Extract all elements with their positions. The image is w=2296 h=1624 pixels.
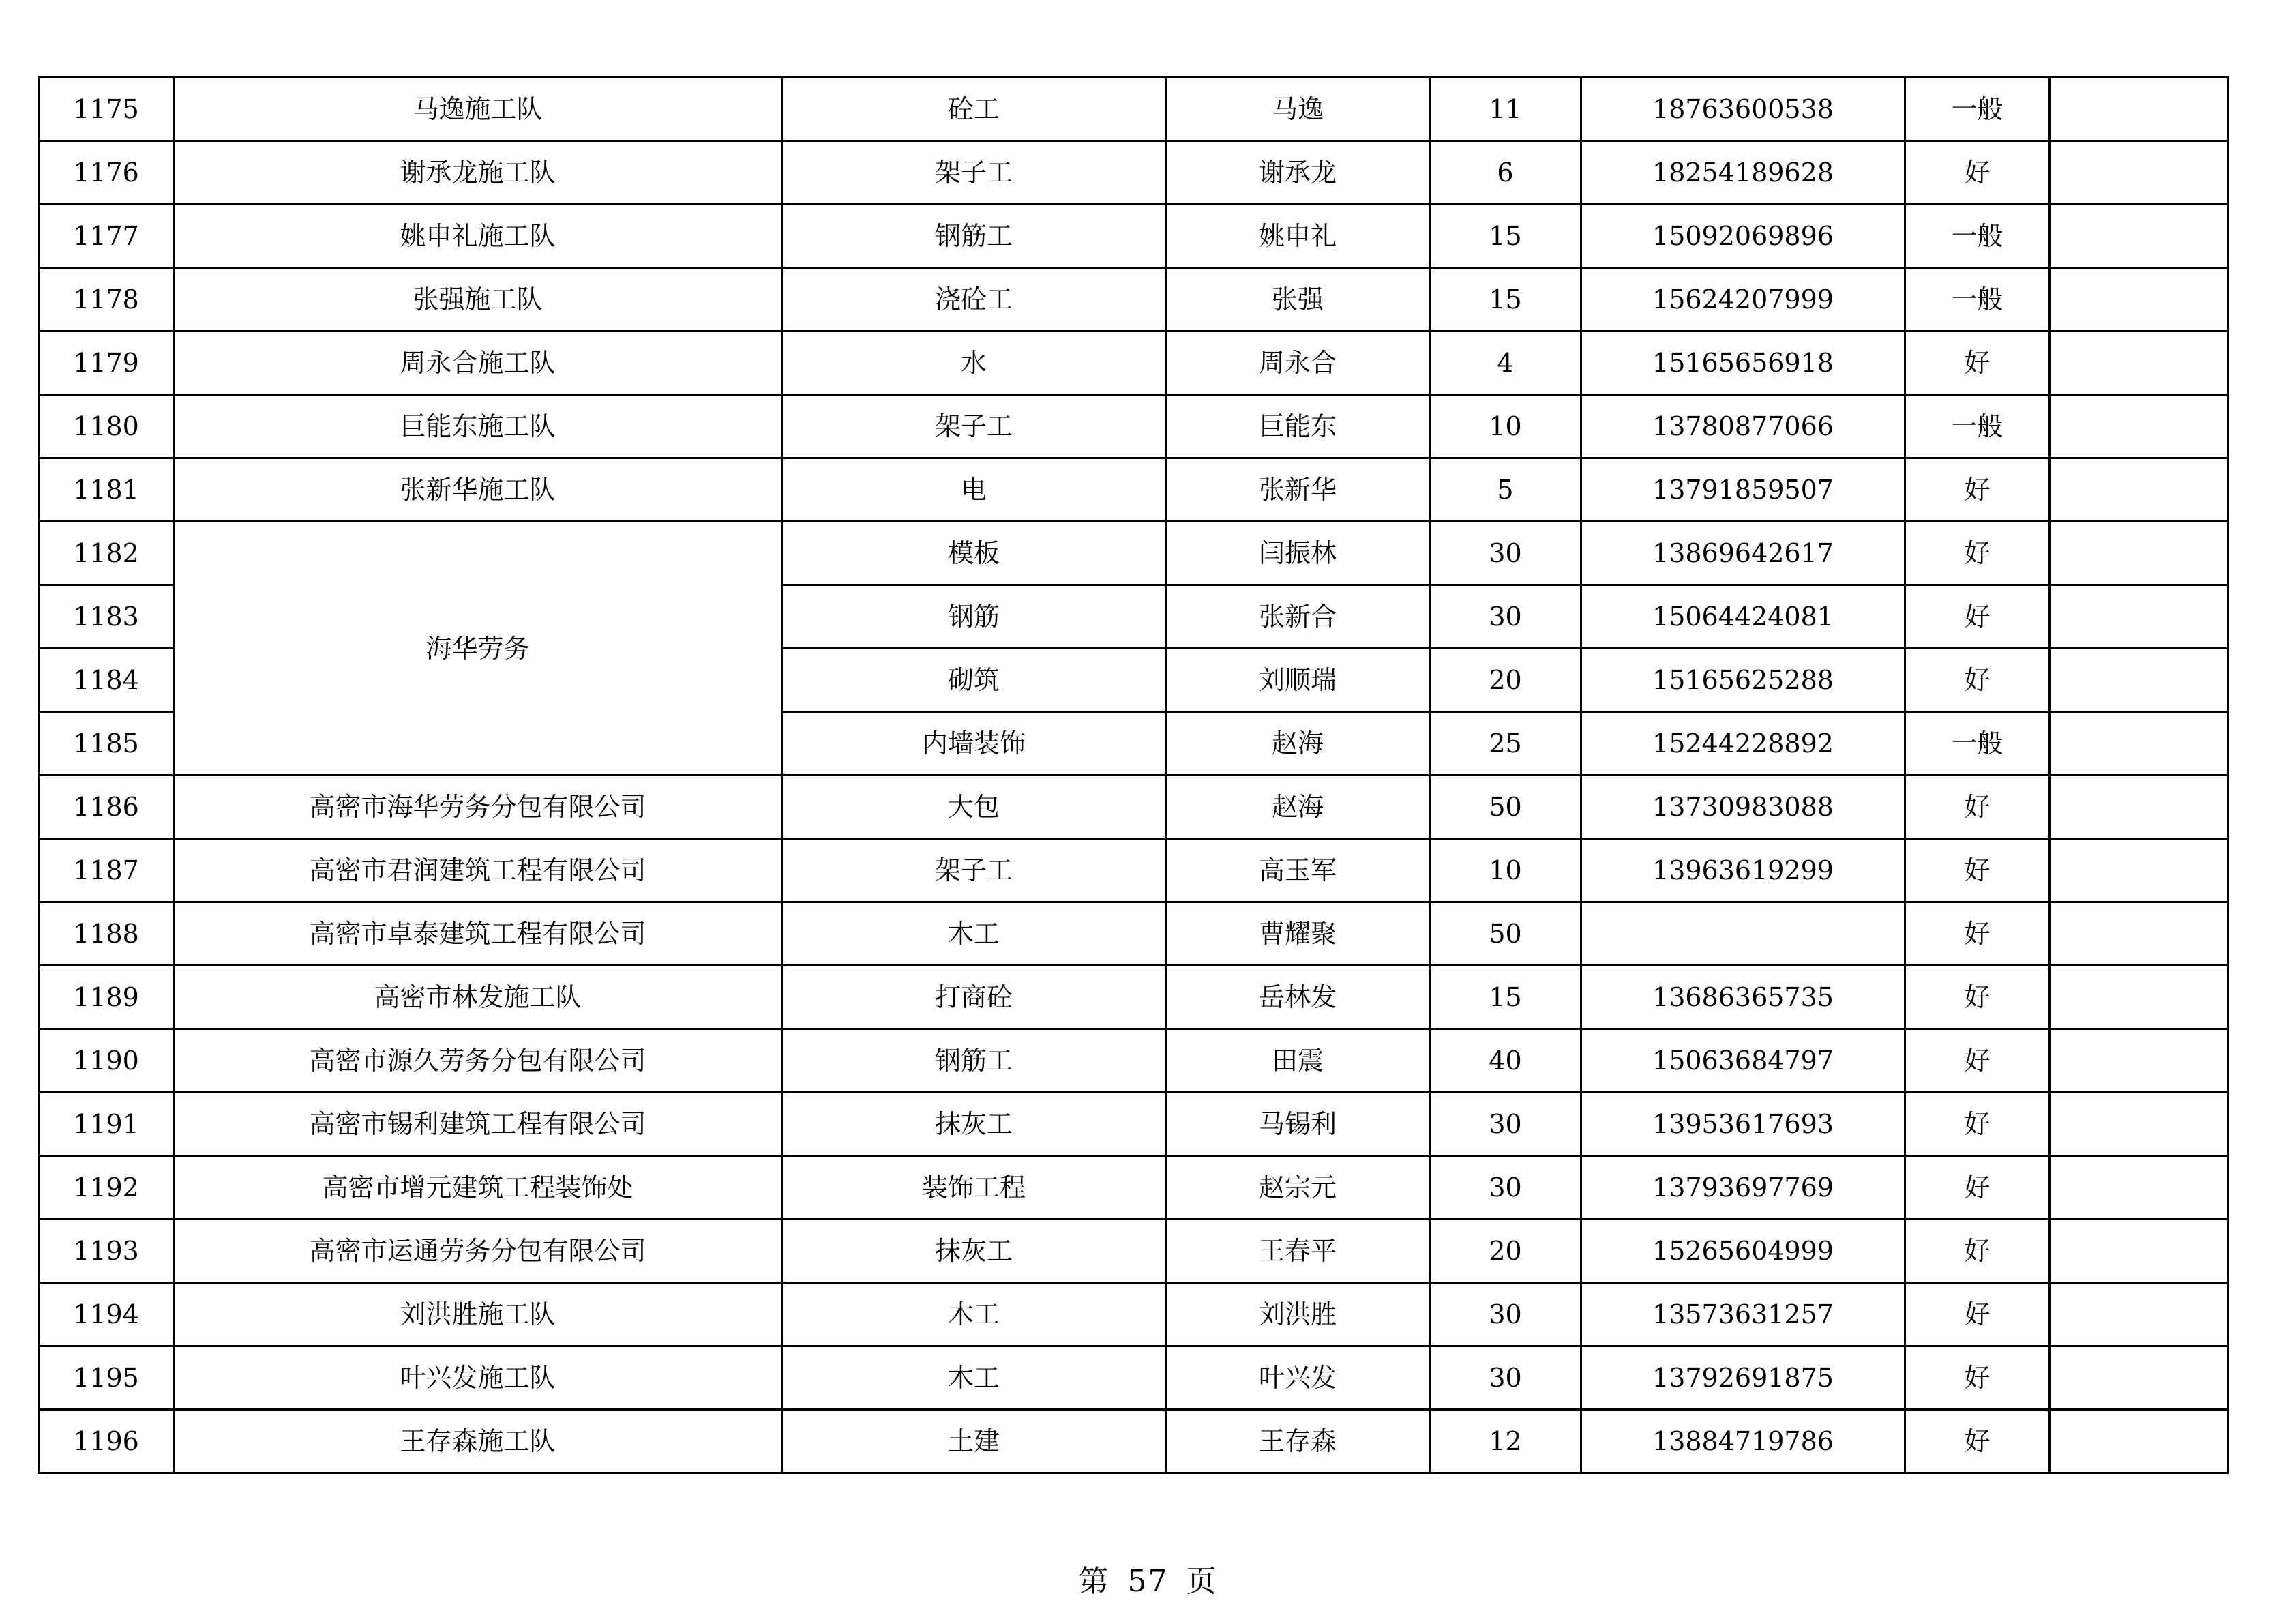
leader-cell: 田震 <box>1166 1029 1430 1093</box>
phone-cell: 15265604999 <box>1581 1220 1905 1283</box>
leader-cell: 叶兴发 <box>1166 1346 1430 1410</box>
team-name-cell: 巨能东施工队 <box>174 395 782 458</box>
note-cell <box>2050 1410 2228 1473</box>
trade-cell: 大包 <box>782 776 1166 839</box>
note-cell <box>2050 712 2228 776</box>
trade-cell: 土建 <box>782 1410 1166 1473</box>
row-number-cell: 1176 <box>39 141 174 205</box>
headcount-cell: 30 <box>1430 1283 1581 1346</box>
trade-cell: 砌筑 <box>782 649 1166 712</box>
headcount-cell: 20 <box>1430 1220 1581 1283</box>
phone-cell: 13792691875 <box>1581 1346 1905 1410</box>
note-cell <box>2050 776 2228 839</box>
headcount-cell: 6 <box>1430 141 1581 205</box>
note-cell <box>2050 585 2228 649</box>
phone-cell: 13686365735 <box>1581 966 1905 1029</box>
headcount-cell: 20 <box>1430 649 1581 712</box>
table-row <box>39 902 2228 966</box>
leader-cell: 巨能东 <box>1166 395 1430 458</box>
team-name-cell: 高密市运通劳务分包有限公司 <box>174 1220 782 1283</box>
phone-cell: 13793697769 <box>1581 1156 1905 1220</box>
phone-cell: 13573631257 <box>1581 1283 1905 1346</box>
note-cell <box>2050 1156 2228 1220</box>
table-row <box>39 205 2228 268</box>
trade-cell: 钢筋工 <box>782 205 1166 268</box>
team-name-cell: 刘洪胜施工队 <box>174 1283 782 1346</box>
trade-cell: 架子工 <box>782 141 1166 205</box>
team-name-cell: 张强施工队 <box>174 268 782 331</box>
trade-cell: 浇砼工 <box>782 268 1166 331</box>
rating-cell: 一般 <box>1905 395 2050 458</box>
team-name-cell: 叶兴发施工队 <box>174 1346 782 1410</box>
headcount-cell: 50 <box>1430 776 1581 839</box>
table-row <box>39 331 2228 395</box>
headcount-cell: 30 <box>1430 585 1581 649</box>
phone-cell: 13884719786 <box>1581 1410 1905 1473</box>
trade-cell: 砼工 <box>782 78 1166 141</box>
trade-cell: 抹灰工 <box>782 1093 1166 1156</box>
trade-cell: 木工 <box>782 902 1166 966</box>
leader-cell: 闫振林 <box>1166 522 1430 585</box>
row-number-cell: 1189 <box>39 966 174 1029</box>
headcount-cell: 12 <box>1430 1410 1581 1473</box>
rating-cell: 好 <box>1905 331 2050 395</box>
team-name-cell: 高密市卓泰建筑工程有限公司 <box>174 902 782 966</box>
leader-cell: 王春平 <box>1166 1220 1430 1283</box>
leader-cell: 马逸 <box>1166 78 1430 141</box>
note-cell <box>2050 902 2228 966</box>
contractor-table <box>38 76 2229 1474</box>
rating-cell: 一般 <box>1905 205 2050 268</box>
row-number-cell: 1193 <box>39 1220 174 1283</box>
rating-cell: 好 <box>1905 1093 2050 1156</box>
rating-cell: 一般 <box>1905 78 2050 141</box>
leader-cell: 王存森 <box>1166 1410 1430 1473</box>
table-row <box>39 839 2228 902</box>
row-number-cell: 1180 <box>39 395 174 458</box>
table-row <box>39 458 2228 522</box>
note-cell <box>2050 1093 2228 1156</box>
team-name-cell: 王存森施工队 <box>174 1410 782 1473</box>
trade-cell: 架子工 <box>782 395 1166 458</box>
team-name-cell: 海华劳务 <box>174 522 782 776</box>
phone-cell: 18254189628 <box>1581 141 1905 205</box>
page-footer-suffix: 页 <box>1186 1564 1218 1599</box>
rating-cell: 好 <box>1905 776 2050 839</box>
row-number-cell: 1181 <box>39 458 174 522</box>
trade-cell: 钢筋 <box>782 585 1166 649</box>
table-row <box>39 776 2228 839</box>
row-number-cell: 1187 <box>39 839 174 902</box>
note-cell <box>2050 1220 2228 1283</box>
note-cell <box>2050 395 2228 458</box>
team-name-cell: 马逸施工队 <box>174 78 782 141</box>
page-number: 57 <box>1127 1564 1169 1599</box>
leader-cell: 岳林发 <box>1166 966 1430 1029</box>
rating-cell: 好 <box>1905 458 2050 522</box>
phone-cell: 15063684797 <box>1581 1029 1905 1093</box>
headcount-cell: 4 <box>1430 331 1581 395</box>
row-number-cell: 1196 <box>39 1410 174 1473</box>
trade-cell: 内墙装饰 <box>782 712 1166 776</box>
trade-cell: 钢筋工 <box>782 1029 1166 1093</box>
table-row <box>39 1220 2228 1283</box>
table-row <box>39 1283 2228 1346</box>
leader-cell: 曹耀聚 <box>1166 902 1430 966</box>
phone-cell <box>1581 902 1905 966</box>
table-row <box>39 1410 2228 1473</box>
phone-cell: 13730983088 <box>1581 776 1905 839</box>
rating-cell: 好 <box>1905 649 2050 712</box>
phone-cell: 15092069896 <box>1581 205 1905 268</box>
leader-cell: 刘顺瑞 <box>1166 649 1430 712</box>
row-number-cell: 1186 <box>39 776 174 839</box>
phone-cell: 15624207999 <box>1581 268 1905 331</box>
phone-cell: 13963619299 <box>1581 839 1905 902</box>
headcount-cell: 15 <box>1430 966 1581 1029</box>
table-row <box>39 1093 2228 1156</box>
row-number-cell: 1191 <box>39 1093 174 1156</box>
note-cell <box>2050 205 2228 268</box>
trade-cell: 抹灰工 <box>782 1220 1166 1283</box>
phone-cell: 18763600538 <box>1581 78 1905 141</box>
rating-cell: 好 <box>1905 585 2050 649</box>
row-number-cell: 1177 <box>39 205 174 268</box>
trade-cell: 水 <box>782 331 1166 395</box>
row-number-cell: 1188 <box>39 902 174 966</box>
trade-cell: 打商砼 <box>782 966 1166 1029</box>
table-row <box>39 966 2228 1029</box>
leader-cell: 赵海 <box>1166 712 1430 776</box>
note-cell <box>2050 331 2228 395</box>
headcount-cell: 10 <box>1430 839 1581 902</box>
trade-cell: 模板 <box>782 522 1166 585</box>
rating-cell: 好 <box>1905 1156 2050 1220</box>
headcount-cell: 30 <box>1430 1346 1581 1410</box>
row-number-cell: 1190 <box>39 1029 174 1093</box>
note-cell <box>2050 839 2228 902</box>
headcount-cell: 30 <box>1430 522 1581 585</box>
leader-cell: 张新合 <box>1166 585 1430 649</box>
phone-cell: 15165656918 <box>1581 331 1905 395</box>
rating-cell: 好 <box>1905 1029 2050 1093</box>
rating-cell: 好 <box>1905 1410 2050 1473</box>
headcount-cell: 5 <box>1430 458 1581 522</box>
leader-cell: 谢承龙 <box>1166 141 1430 205</box>
row-number-cell: 1192 <box>39 1156 174 1220</box>
rating-cell: 一般 <box>1905 268 2050 331</box>
note-cell <box>2050 1346 2228 1410</box>
page-footer-prefix: 第 <box>1078 1564 1110 1599</box>
team-name-cell: 高密市海华劳务分包有限公司 <box>174 776 782 839</box>
phone-cell: 15165625288 <box>1581 649 1905 712</box>
trade-cell: 木工 <box>782 1283 1166 1346</box>
leader-cell: 姚申礼 <box>1166 205 1430 268</box>
table-row <box>39 1029 2228 1093</box>
trade-cell: 木工 <box>782 1346 1166 1410</box>
row-number-cell: 1175 <box>39 78 174 141</box>
rating-cell: 好 <box>1905 141 2050 205</box>
note-cell <box>2050 1029 2228 1093</box>
row-number-cell: 1194 <box>39 1283 174 1346</box>
phone-cell: 13953617693 <box>1581 1093 1905 1156</box>
headcount-cell: 40 <box>1430 1029 1581 1093</box>
row-number-cell: 1179 <box>39 331 174 395</box>
team-name-cell: 高密市增元建筑工程装饰处 <box>174 1156 782 1220</box>
row-number-cell: 1185 <box>39 712 174 776</box>
row-number-cell: 1182 <box>39 522 174 585</box>
row-number-cell: 1178 <box>39 268 174 331</box>
rating-cell: 好 <box>1905 839 2050 902</box>
phone-cell: 13869642617 <box>1581 522 1905 585</box>
table-row <box>39 141 2228 205</box>
rating-cell: 好 <box>1905 1220 2050 1283</box>
headcount-cell: 25 <box>1430 712 1581 776</box>
row-number-cell: 1183 <box>39 585 174 649</box>
note-cell <box>2050 458 2228 522</box>
note-cell <box>2050 649 2228 712</box>
table-row <box>39 395 2228 458</box>
note-cell <box>2050 268 2228 331</box>
team-name-cell: 姚申礼施工队 <box>174 205 782 268</box>
rating-cell: 好 <box>1905 522 2050 585</box>
headcount-cell: 50 <box>1430 902 1581 966</box>
table-body <box>39 78 2228 1473</box>
note-cell <box>2050 78 2228 141</box>
headcount-cell: 30 <box>1430 1156 1581 1220</box>
note-cell <box>2050 141 2228 205</box>
table-row <box>39 268 2228 331</box>
phone-cell: 15064424081 <box>1581 585 1905 649</box>
leader-cell: 赵海 <box>1166 776 1430 839</box>
team-name-cell: 高密市林发施工队 <box>174 966 782 1029</box>
trade-cell: 装饰工程 <box>782 1156 1166 1220</box>
trade-cell: 电 <box>782 458 1166 522</box>
leader-cell: 赵宗元 <box>1166 1156 1430 1220</box>
headcount-cell: 11 <box>1430 78 1581 141</box>
note-cell <box>2050 522 2228 585</box>
table-row <box>39 1156 2228 1220</box>
headcount-cell: 10 <box>1430 395 1581 458</box>
headcount-cell: 15 <box>1430 268 1581 331</box>
phone-cell: 13780877066 <box>1581 395 1905 458</box>
table-row <box>39 522 2228 585</box>
page-footer <box>0 1556 2296 1600</box>
team-name-cell: 高密市源久劳务分包有限公司 <box>174 1029 782 1093</box>
leader-cell: 张新华 <box>1166 458 1430 522</box>
leader-cell: 刘洪胜 <box>1166 1283 1430 1346</box>
note-cell <box>2050 966 2228 1029</box>
leader-cell: 张强 <box>1166 268 1430 331</box>
note-cell <box>2050 1283 2228 1346</box>
rating-cell: 好 <box>1905 1346 2050 1410</box>
phone-cell: 13791859507 <box>1581 458 1905 522</box>
headcount-cell: 30 <box>1430 1093 1581 1156</box>
rating-cell: 好 <box>1905 902 2050 966</box>
team-name-cell: 周永合施工队 <box>174 331 782 395</box>
rating-cell: 一般 <box>1905 712 2050 776</box>
row-number-cell: 1195 <box>39 1346 174 1410</box>
row-number-cell: 1184 <box>39 649 174 712</box>
team-name-cell: 张新华施工队 <box>174 458 782 522</box>
rating-cell: 好 <box>1905 1283 2050 1346</box>
team-name-cell: 高密市君润建筑工程有限公司 <box>174 839 782 902</box>
team-name-cell: 谢承龙施工队 <box>174 141 782 205</box>
leader-cell: 周永合 <box>1166 331 1430 395</box>
table-row <box>39 1346 2228 1410</box>
team-name-cell: 高密市锡利建筑工程有限公司 <box>174 1093 782 1156</box>
leader-cell: 高玉军 <box>1166 839 1430 902</box>
phone-cell: 15244228892 <box>1581 712 1905 776</box>
leader-cell: 马锡利 <box>1166 1093 1430 1156</box>
rating-cell: 好 <box>1905 966 2050 1029</box>
table-row <box>39 78 2228 141</box>
trade-cell: 架子工 <box>782 839 1166 902</box>
headcount-cell: 15 <box>1430 205 1581 268</box>
